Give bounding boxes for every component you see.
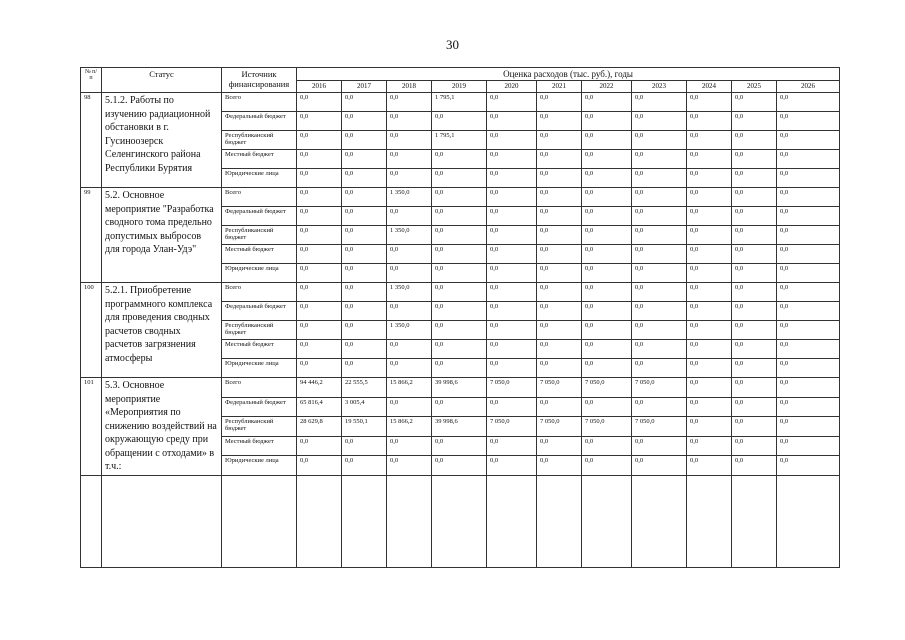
status-cell: 5.2. Основное мероприятие "Разработка сводного тома предельно допустимых выбросов для города Улан-Удэ"	[102, 188, 222, 283]
amount-cell: 0,0	[432, 283, 487, 302]
amount-cell: 0,0	[537, 150, 582, 169]
amount-cell: 0,0	[632, 397, 687, 417]
amount-cell: 0,0	[582, 283, 632, 302]
amount-cell: 0,0	[732, 245, 777, 264]
blank-cell	[342, 475, 387, 568]
amount-cell: 0,0	[777, 417, 840, 437]
header-year: 2016	[297, 81, 342, 93]
amount-cell: 0,0	[777, 436, 840, 456]
amount-cell: 0,0	[342, 283, 387, 302]
amount-cell: 0,0	[777, 456, 840, 476]
funding-source: Федеральный бюджет	[222, 207, 297, 226]
amount-cell: 0,0	[387, 302, 432, 321]
amount-cell: 0,0	[387, 264, 432, 283]
blank-cell	[732, 475, 777, 568]
header-num: № п/п	[81, 68, 102, 93]
header-year: 2026	[777, 81, 840, 93]
amount-cell: 0,0	[687, 417, 732, 437]
amount-cell: 0,0	[487, 264, 537, 283]
amount-cell: 7 050,0	[632, 417, 687, 437]
blank-cell	[222, 475, 297, 568]
amount-cell: 0,0	[632, 207, 687, 226]
amount-cell: 0,0	[487, 321, 537, 340]
amount-cell: 7 050,0	[582, 417, 632, 437]
amount-cell: 0,0	[777, 245, 840, 264]
amount-cell: 0,0	[687, 321, 732, 340]
header-year: 2019	[432, 81, 487, 93]
amount-cell: 0,0	[687, 340, 732, 359]
amount-cell: 0,0	[582, 93, 632, 112]
amount-cell: 0,0	[632, 264, 687, 283]
amount-cell: 0,0	[342, 226, 387, 245]
amount-cell: 0,0	[297, 93, 342, 112]
amount-cell: 0,0	[342, 302, 387, 321]
amount-cell: 0,0	[342, 245, 387, 264]
amount-cell: 0,0	[582, 112, 632, 131]
amount-cell: 0,0	[487, 397, 537, 417]
amount-cell: 0,0	[732, 93, 777, 112]
amount-cell: 0,0	[537, 131, 582, 150]
funding-source: Всего	[222, 283, 297, 302]
amount-cell: 0,0	[777, 378, 840, 398]
amount-cell: 0,0	[777, 112, 840, 131]
amount-cell: 0,0	[632, 302, 687, 321]
amount-cell: 0,0	[777, 302, 840, 321]
amount-cell: 0,0	[297, 131, 342, 150]
budget-table	[80, 67, 840, 568]
amount-cell: 0,0	[487, 150, 537, 169]
amount-cell: 0,0	[687, 226, 732, 245]
amount-cell: 0,0	[687, 283, 732, 302]
amount-cell: 19 550,1	[342, 417, 387, 437]
amount-cell: 0,0	[732, 207, 777, 226]
amount-cell: 0,0	[777, 359, 840, 378]
funding-source: Федеральный бюджет	[222, 302, 297, 321]
amount-cell: 7 050,0	[537, 417, 582, 437]
amount-cell: 0,0	[687, 302, 732, 321]
amount-cell: 0,0	[537, 359, 582, 378]
table-row	[81, 188, 840, 207]
amount-cell: 0,0	[297, 283, 342, 302]
blank-cell	[297, 475, 342, 568]
amount-cell: 0,0	[537, 169, 582, 188]
row-number: 100	[81, 283, 102, 378]
amount-cell: 0,0	[487, 169, 537, 188]
amount-cell: 0,0	[632, 131, 687, 150]
amount-cell: 28 629,8	[297, 417, 342, 437]
amount-cell: 39 998,6	[432, 417, 487, 437]
header-year: 2017	[342, 81, 387, 93]
amount-cell: 0,0	[582, 131, 632, 150]
header-year: 2022	[582, 81, 632, 93]
amount-cell: 0,0	[487, 359, 537, 378]
amount-cell: 0,0	[537, 283, 582, 302]
funding-source: Юридические лица	[222, 359, 297, 378]
amount-cell: 0,0	[582, 321, 632, 340]
header-status: Статус	[102, 68, 222, 93]
amount-cell: 0,0	[487, 302, 537, 321]
amount-cell: 0,0	[297, 321, 342, 340]
amount-cell: 0,0	[537, 397, 582, 417]
amount-cell: 0,0	[487, 245, 537, 264]
amount-cell: 0,0	[632, 169, 687, 188]
amount-cell: 0,0	[297, 302, 342, 321]
funding-source: Всего	[222, 93, 297, 112]
amount-cell: 0,0	[342, 264, 387, 283]
amount-cell: 0,0	[387, 150, 432, 169]
amount-cell: 0,0	[777, 321, 840, 340]
amount-cell: 0,0	[732, 226, 777, 245]
amount-cell: 0,0	[777, 264, 840, 283]
amount-cell: 0,0	[582, 359, 632, 378]
amount-cell: 0,0	[732, 378, 777, 398]
row-number: 101	[81, 378, 102, 476]
amount-cell: 0,0	[582, 302, 632, 321]
amount-cell: 0,0	[487, 131, 537, 150]
amount-cell: 0,0	[777, 340, 840, 359]
amount-cell: 0,0	[487, 188, 537, 207]
amount-cell: 0,0	[342, 321, 387, 340]
amount-cell: 0,0	[487, 226, 537, 245]
amount-cell: 0,0	[632, 188, 687, 207]
amount-cell: 0,0	[582, 188, 632, 207]
header-estimate: Оценка расходов (тыс. руб.), годы	[297, 68, 840, 81]
table-row	[81, 93, 840, 112]
amount-cell: 0,0	[342, 93, 387, 112]
amount-cell: 0,0	[432, 188, 487, 207]
amount-cell: 0,0	[387, 93, 432, 112]
amount-cell: 0,0	[342, 359, 387, 378]
amount-cell: 0,0	[342, 340, 387, 359]
amount-cell: 0,0	[342, 150, 387, 169]
header-year: 2024	[687, 81, 732, 93]
funding-source: Юридические лица	[222, 169, 297, 188]
amount-cell: 0,0	[687, 264, 732, 283]
amount-cell: 0,0	[687, 93, 732, 112]
amount-cell: 7 050,0	[632, 378, 687, 398]
amount-cell: 0,0	[537, 93, 582, 112]
amount-cell: 0,0	[432, 207, 487, 226]
funding-source: Всего	[222, 378, 297, 398]
amount-cell: 0,0	[432, 321, 487, 340]
amount-cell: 7 050,0	[537, 378, 582, 398]
amount-cell: 0,0	[537, 302, 582, 321]
header-year: 2023	[632, 81, 687, 93]
blank-cell	[632, 475, 687, 568]
amount-cell: 0,0	[297, 359, 342, 378]
header-year: 2025	[732, 81, 777, 93]
amount-cell: 0,0	[582, 169, 632, 188]
amount-cell: 0,0	[582, 226, 632, 245]
funding-source: Всего	[222, 188, 297, 207]
amount-cell: 0,0	[537, 436, 582, 456]
amount-cell: 0,0	[732, 169, 777, 188]
table-row	[81, 283, 840, 302]
amount-cell: 0,0	[687, 436, 732, 456]
amount-cell: 0,0	[777, 131, 840, 150]
amount-cell: 7 050,0	[487, 417, 537, 437]
amount-cell: 0,0	[687, 112, 732, 131]
amount-cell: 0,0	[777, 169, 840, 188]
amount-cell: 0,0	[732, 264, 777, 283]
status-cell: 5.1.2. Работы по изучению радиационной обстановки в г. Гусиноозерск Селенгинского района Республики Бурятия	[102, 93, 222, 188]
amount-cell: 0,0	[297, 169, 342, 188]
amount-cell: 0,0	[297, 112, 342, 131]
amount-cell: 0,0	[297, 226, 342, 245]
amount-cell: 0,0	[487, 436, 537, 456]
amount-cell: 1 350,0	[387, 226, 432, 245]
amount-cell: 0,0	[432, 397, 487, 417]
amount-cell: 0,0	[732, 340, 777, 359]
header-year: 2020	[487, 81, 537, 93]
amount-cell: 0,0	[732, 150, 777, 169]
amount-cell: 7 050,0	[582, 378, 632, 398]
amount-cell: 0,0	[582, 456, 632, 476]
table-row	[81, 378, 840, 398]
amount-cell: 0,0	[687, 245, 732, 264]
amount-cell: 0,0	[687, 378, 732, 398]
amount-cell: 0,0	[732, 456, 777, 476]
amount-cell: 0,0	[342, 169, 387, 188]
amount-cell: 0,0	[432, 264, 487, 283]
amount-cell: 0,0	[387, 340, 432, 359]
amount-cell: 3 005,4	[342, 397, 387, 417]
blank-row	[81, 475, 840, 568]
amount-cell: 0,0	[387, 169, 432, 188]
amount-cell: 0,0	[487, 93, 537, 112]
amount-cell: 0,0	[777, 93, 840, 112]
blank-cell	[81, 475, 102, 568]
amount-cell: 0,0	[537, 245, 582, 264]
amount-cell: 0,0	[777, 283, 840, 302]
funding-source: Местный бюджет	[222, 245, 297, 264]
amount-cell: 1 795,1	[432, 93, 487, 112]
amount-cell: 0,0	[777, 226, 840, 245]
amount-cell: 0,0	[342, 112, 387, 131]
amount-cell: 0,0	[632, 283, 687, 302]
amount-cell: 0,0	[632, 93, 687, 112]
amount-cell: 0,0	[632, 245, 687, 264]
amount-cell: 0,0	[342, 207, 387, 226]
amount-cell: 0,0	[732, 397, 777, 417]
amount-cell: 94 446,2	[297, 378, 342, 398]
amount-cell: 0,0	[687, 150, 732, 169]
amount-cell: 0,0	[387, 207, 432, 226]
amount-cell: 0,0	[487, 283, 537, 302]
amount-cell: 0,0	[687, 456, 732, 476]
amount-cell: 15 866,2	[387, 378, 432, 398]
amount-cell: 0,0	[582, 207, 632, 226]
funding-source: Республиканский бюджет	[222, 226, 297, 245]
amount-cell: 0,0	[582, 397, 632, 417]
amount-cell: 0,0	[537, 207, 582, 226]
amount-cell: 0,0	[582, 150, 632, 169]
amount-cell: 0,0	[732, 112, 777, 131]
amount-cell: 0,0	[297, 436, 342, 456]
amount-cell: 0,0	[487, 112, 537, 131]
amount-cell: 0,0	[297, 207, 342, 226]
amount-cell: 0,0	[387, 131, 432, 150]
amount-cell: 0,0	[537, 226, 582, 245]
amount-cell: 0,0	[632, 321, 687, 340]
amount-cell: 0,0	[432, 436, 487, 456]
amount-cell: 0,0	[687, 169, 732, 188]
amount-cell: 0,0	[632, 150, 687, 169]
amount-cell: 0,0	[432, 226, 487, 245]
amount-cell: 7 050,0	[487, 378, 537, 398]
amount-cell: 0,0	[297, 188, 342, 207]
amount-cell: 0,0	[732, 436, 777, 456]
blank-cell	[687, 475, 732, 568]
funding-source: Республиканский бюджет	[222, 417, 297, 437]
amount-cell: 0,0	[537, 112, 582, 131]
funding-source: Федеральный бюджет	[222, 397, 297, 417]
page-number: 30	[446, 37, 459, 52]
blank-cell	[537, 475, 582, 568]
amount-cell: 0,0	[732, 302, 777, 321]
amount-cell: 0,0	[342, 131, 387, 150]
amount-cell: 22 555,5	[342, 378, 387, 398]
amount-cell: 0,0	[432, 302, 487, 321]
funding-source: Республиканский бюджет	[222, 321, 297, 340]
amount-cell: 0,0	[297, 340, 342, 359]
table-body	[81, 93, 840, 568]
amount-cell: 0,0	[387, 436, 432, 456]
amount-cell: 0,0	[432, 340, 487, 359]
funding-source: Местный бюджет	[222, 150, 297, 169]
amount-cell: 0,0	[582, 245, 632, 264]
status-cell: 5.3. Основное мероприятие «Мероприятия по снижению воздействий на окружающую среду при обращении с отходами» в т.ч.:	[102, 378, 222, 476]
amount-cell: 0,0	[687, 397, 732, 417]
amount-cell: 0,0	[432, 150, 487, 169]
amount-cell: 65 816,4	[297, 397, 342, 417]
blank-cell	[432, 475, 487, 568]
amount-cell: 0,0	[487, 456, 537, 476]
amount-cell: 0,0	[387, 359, 432, 378]
amount-cell: 0,0	[582, 340, 632, 359]
amount-cell: 0,0	[732, 321, 777, 340]
blank-cell	[102, 475, 222, 568]
funding-source: Федеральный бюджет	[222, 112, 297, 131]
amount-cell: 0,0	[432, 245, 487, 264]
amount-cell: 0,0	[732, 131, 777, 150]
amount-cell: 0,0	[297, 150, 342, 169]
funding-source: Местный бюджет	[222, 436, 297, 456]
amount-cell: 0,0	[582, 436, 632, 456]
amount-cell: 0,0	[432, 359, 487, 378]
amount-cell: 0,0	[777, 397, 840, 417]
header-source: Источник финансирования	[222, 68, 297, 93]
amount-cell: 0,0	[432, 169, 487, 188]
funding-source: Юридические лица	[222, 264, 297, 283]
amount-cell: 0,0	[582, 264, 632, 283]
row-number: 99	[81, 188, 102, 283]
amount-cell: 0,0	[732, 283, 777, 302]
blank-cell	[387, 475, 432, 568]
amount-cell: 0,0	[732, 417, 777, 437]
amount-cell: 0,0	[387, 456, 432, 476]
amount-cell: 0,0	[632, 359, 687, 378]
blank-cell	[777, 475, 840, 568]
amount-cell: 0,0	[487, 340, 537, 359]
blank-cell	[582, 475, 632, 568]
amount-cell: 0,0	[537, 456, 582, 476]
amount-cell: 0,0	[687, 207, 732, 226]
amount-cell: 0,0	[777, 150, 840, 169]
amount-cell: 0,0	[432, 112, 487, 131]
amount-cell: 0,0	[387, 112, 432, 131]
amount-cell: 0,0	[537, 264, 582, 283]
amount-cell: 0,0	[632, 112, 687, 131]
amount-cell: 0,0	[387, 245, 432, 264]
amount-cell: 0,0	[487, 207, 537, 226]
amount-cell: 0,0	[687, 359, 732, 378]
amount-cell: 0,0	[537, 321, 582, 340]
amount-cell: 0,0	[732, 188, 777, 207]
amount-cell: 0,0	[632, 340, 687, 359]
amount-cell: 0,0	[687, 188, 732, 207]
header-year: 2018	[387, 81, 432, 93]
amount-cell: 0,0	[687, 131, 732, 150]
amount-cell: 39 998,6	[432, 378, 487, 398]
amount-cell: 0,0	[732, 359, 777, 378]
amount-cell: 1 350,0	[387, 188, 432, 207]
amount-cell: 0,0	[537, 188, 582, 207]
amount-cell: 0,0	[297, 245, 342, 264]
amount-cell: 1 350,0	[387, 321, 432, 340]
amount-cell: 0,0	[342, 436, 387, 456]
blank-cell	[487, 475, 537, 568]
status-cell: 5.2.1. Приобретение программного комплекса для проведения сводных расчетов сводных расчетов загрязнения атмосферы	[102, 283, 222, 378]
amount-cell: 0,0	[777, 207, 840, 226]
amount-cell: 0,0	[632, 456, 687, 476]
amount-cell: 0,0	[777, 188, 840, 207]
amount-cell: 0,0	[632, 436, 687, 456]
header-year: 2021	[537, 81, 582, 93]
amount-cell: 0,0	[342, 188, 387, 207]
amount-cell: 0,0	[297, 264, 342, 283]
amount-cell: 0,0	[537, 340, 582, 359]
row-number: 98	[81, 93, 102, 188]
amount-cell: 0,0	[432, 456, 487, 476]
funding-source: Местный бюджет	[222, 340, 297, 359]
funding-source: Юридические лица	[222, 456, 297, 476]
amount-cell: 1 795,1	[432, 131, 487, 150]
amount-cell: 15 866,2	[387, 417, 432, 437]
amount-cell: 1 350,0	[387, 283, 432, 302]
funding-source: Республиканский бюджет	[222, 131, 297, 150]
amount-cell: 0,0	[632, 226, 687, 245]
amount-cell: 0,0	[342, 456, 387, 476]
amount-cell: 0,0	[387, 397, 432, 417]
amount-cell: 0,0	[297, 456, 342, 476]
